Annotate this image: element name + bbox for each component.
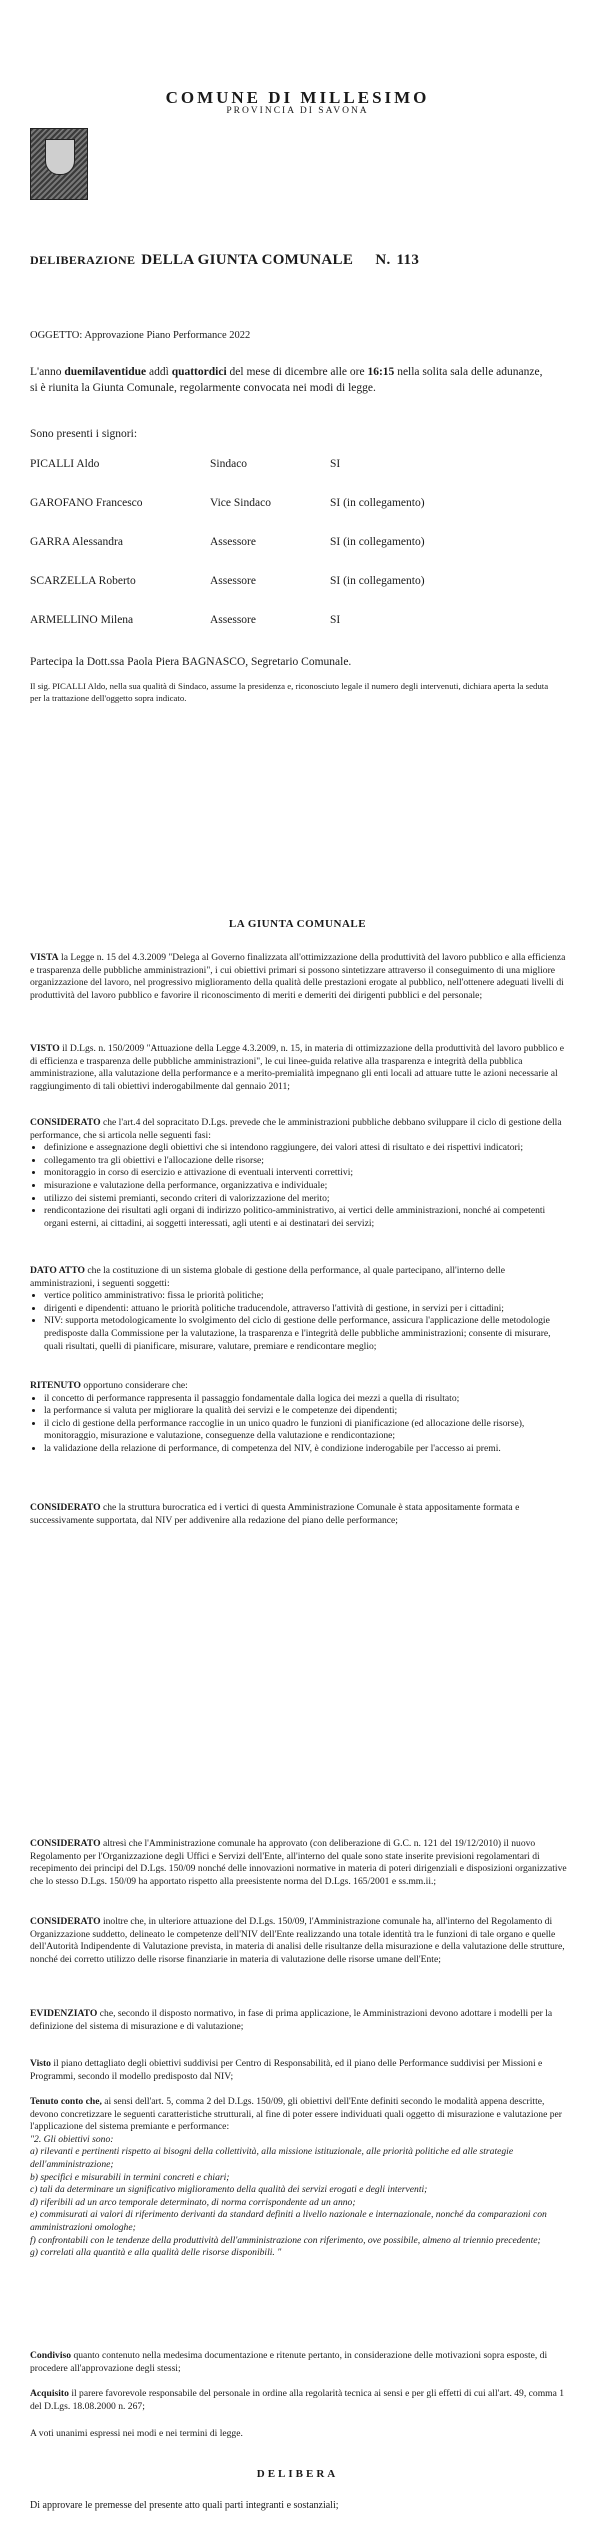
deliberazione-heading: [30, 252, 425, 269]
evidenziato-paragraph: EVIDENZIATO che, secondo il disposto normativo, in fase di prima applicazione, le Amministrazioni devono adottare i modelli per la definizione del sistema di misurazione e di valutazione;: [30, 2008, 553, 2032]
table-row: GARRA Alessandra Assessore SI (in collegamento): [30, 536, 425, 548]
list-item: • misurazione e valutazione della performance, organizzativa e individuale;: [44, 1180, 568, 1193]
dato-atto-paragraph: DATO ATTO che la costituzione di un sistema globale di gestione della performance, al quale partecipano, all'interno delle amministrazioni, i seguenti soggetti: • vertice politico amministrativo: fissa le priorità politiche; • dirigenti e dipendenti: attuano le priorità politiche traducendole, attraverso l'attività di gestione, in servizi per i cittadini; • NIV: supporta metodologicamente lo svolgimento del ciclo di gestione delle performance, assicura l'applicazione delle metodologie predisposte dalla Commissione per la valutazione, la trasparenza e l'integrità delle pubbliche amministrazioni; consente di misurare, quali risultati, quelli di pianificare, misurare, valutare, premiare e rendicontare meglio;: [30, 1265, 568, 1353]
comune-title: COMUNE DI MILLESIMO: [165, 88, 430, 107]
list-item: • la validazione della relazione di performance, di competenza del NIV, è condizione inderogabile per l'accesso ai premi.: [44, 1443, 568, 1456]
vista-paragraph: VISTA la Legge n. 15 del 4.3.2009 "Delega al Governo finalizzata all'ottimizzazione della produttività del lavoro pubblico e alla efficienza e trasparenza delle pubbliche amministrazioni", i cui obiettivi primari si possono sintetizzare attraverso il conseguimento di una migliore organizzazione del lavoro, nel progressivo miglioramento della qualità delle prestazioni erogate al pubblico, nell'ottenere adeguati livelli di produttività del lavoro pubblico e favorire il riconoscimento di meriti e demeriti dei dirigenti pubblici e del personale;: [30, 952, 566, 1001]
list-item: • monitoraggio in corso di esercizio e attivazione di eventuali interventi correttivi;: [44, 1167, 568, 1180]
members-table: [30, 458, 550, 653]
considerato-inoltre-paragraph: CONSIDERATO inoltre che, in ulteriore attuazione del D.Lgs. 150/09, l'Amministrazione comunale ha, all'interno del Regolamento di Organizzazione suddetto, delineato le competenze dell'NIV dell'Ente realizzando una totale identità tra le funzioni di tale organo e quelle dell'Autorità Indipendente di Valutazione prevista, in materia di analisi delle risultanze della misurazione e della valutazione delle strutture, nonché dei corretto utilizzo delle risorse finanziarie in materia di valutazione delle risorse umane dell'Ente;: [30, 1916, 565, 1965]
voti-line: A voti unanimi espressi nei modi e nei termini di legge.: [30, 2428, 243, 2439]
quote-item: g) correlati alla quantità e alla qualità delle risorse disponibili. ": [30, 2247, 282, 2259]
approvare-line: Di approvare le premesse del presente atto quali parti integranti e sostanziali;: [30, 2500, 339, 2511]
presenti-label: Sono presenti i signori:: [30, 428, 138, 440]
delibera-heading: DELIBERA: [256, 2468, 339, 2480]
delib-number-label: N.: [375, 252, 391, 268]
quote-item: e) commisurati ai valori di riferimento derivanti da standard definiti a livello nazionale e internazionale, nonché da comparazioni con amministrazioni omologhe;: [30, 2209, 547, 2233]
table-row: SCARZELLA Roberto Assessore SI (in collegamento): [30, 575, 425, 587]
table-row: GAROFANO Francesco Vice Sindaco SI (in collegamento): [30, 497, 425, 509]
considerato-paragraph: CONSIDERATO che l'art.4 del sopracitato D.Lgs. prevede che le amministrazioni pubbliche debbano sviluppare il ciclo di gestione della performance, che si articola nelle seguenti fasi: • definizione e assegnazione degli obiettivi che si intendono raggiungere, dei valori attesi di risultato e dei rispettivi indicatori; • collegamento tra gli obiettivi e l'allocazione delle risorse; • monitoraggio in corso di esercizio e attivazione di eventuali interventi correttivi; • misurazione e valutazione della performance, organizzativa e individuale; • utilizzo dei sistemi premianti, secondo criteri di valorizzazione del merito; • rendicontazione dei risultati agli organi di indirizzo politico-amministrativo, ai vertici delle amministrazioni, nonché ai competenti organi esterni, ai cittadini, ai soggetti interessati, agli utenti e ai destinatari dei servizi;: [30, 1117, 568, 1230]
considerato-struttura-paragraph: CONSIDERATO che la struttura burocratica ed i vertici di questa Amministrazione Comunale è stata appositamente formata e successivamente supportata, dal NIV per addivenire alla redazione del piano delle performance;: [30, 1502, 520, 1526]
tenuto-conto-paragraph: Tenuto conto che, ai sensi dell'art. 5, comma 2 del D.Lgs. 150/09, gli obiettivi dell'Ente definiti secondo le modalità appena descritte, devono concretizzare le seguenti caratteristiche strutturali, al fine di poter essere individuati quali oggetto di misurazione e valutazione per l'applicazione del sistema premiante e performance: "2. Gli obiettivi sono: a) rilevanti e pertinenti rispetto ai bisogni della collettività, alla missione istituzionale, alle priorità politiche ed alle strategie dell'amministrazione; b) specifici e misurabili in termini concreti e chiari; c) tali da determinare un significativo miglioramento della qualità dei servizi erogati e degli interventi; d) riferibili ad un arco temporale determinato, di norma corrispondente ad un anno; e) commisurati ai valori di riferimento derivanti da standard definiti a livello nazionale e internazionale, nonché da comparazioni con amministrazioni omologhe; f) confrontabili con le tendenze della produttività dell'amministrazione con riferimento, ove possibile, almeno al triennio precedente; g) correlati alla quantità e alla qualità delle risorse disponibili. ": [30, 2096, 568, 2260]
list-item: • il ciclo di gestione della performance raccoglie in un unico quadro le funzioni di pianificazione (ed allocazione delle risorse), monitoraggio, misurazione e valutazione, conseguenze della valutazione e rendicontazione;: [44, 1418, 568, 1443]
visto-paragraph: VISTO il D.Lgs. n. 150/2009 "Attuazione della Legge 4.3.2009, n. 15, in materia di ottimizzazione della produttività del lavoro pubblico e di efficienza e trasparenza delle pubbliche amministrazioni", le cui linee-guida relative alla trasparenza e integrità della pubblica amministrazione, alla valutazione della performance e a merito-premialità impegnano gli enti locali ad attuare tutte le azioni necessarie al raggiungimento di tali obiettivi inderogabilmente dal gennaio 2011;: [30, 1043, 564, 1092]
considerato-altresi-paragraph: CONSIDERATO altresì che l'Amministrazione comunale ha approvato (con deliberazione di G.C. n. 121 del 19/12/2010) il nuovo Regolamento per l'Organizzazione degli Uffici e Servizi dell'Ente, all'interno del quale sono state inserite previsioni regolamentari di recepimento dei principi del D.Lgs. 150/09 nonché delle innovazioni normative in materia di poteri dirigenziali e disposizioni organizzative che lo stesso D.Lgs. 150/09 ha apportato rispetto alla preesistente norma del D.Lgs. 165/2001 e ss.mm.ii.;: [30, 1838, 567, 1887]
list-item: • utilizzo dei sistemi premianti, secondo criteri di valorizzazione del merito;: [44, 1193, 568, 1206]
partecipa-line: Partecipa la Dott.ssa Paola Piera BAGNASCO, Segretario Comunale.: [30, 656, 352, 668]
list-item: • rendicontazione dei risultati agli organi di indirizzo politico-amministrativo, ai vertici delle amministrazioni, nonché ai competenti organi esterni, ai cittadini, ai soggetti interessati, agli utenti e ai destinatari dei servizi;: [44, 1205, 568, 1230]
delib-label-1: DELIBERAZIONE: [30, 253, 136, 267]
list-item: • il concetto di performance rappresenta il passaggio fondamentale dalla logica dei mezzi a quella di risultato;: [44, 1393, 568, 1406]
oggetto-line: OGGETTO: Approvazione Piano Performance 2022: [30, 330, 251, 341]
list-item: • definizione e assegnazione degli obiettivi che si intendono raggiungere, dei valori attesi di risultato e dei rispettivi indicatori;: [44, 1142, 568, 1155]
coat-of-arms-icon: [30, 128, 88, 200]
visto-piano-paragraph: Visto il piano dettagliato degli obiettivi suddivisi per Centro di Responsabilità, ed il piano delle Performance suddivisi per Missioni e Programmi, secondo il modello predisposto dal NIV;: [30, 2058, 543, 2082]
presidenza-note: Il sig. PICALLI Aldo, nella sua qualità di Sindaco, assume la presidenza e, riconosciuto legale il numero degli intervenuti, dichiara aperta la seduta per la trattazione dell'oggetto sopra indicato.: [30, 681, 549, 703]
giunta-heading: LA GIUNTA COMUNALE: [228, 918, 367, 930]
list-item: • la performance si valuta per migliorare la qualità dei servizi e le competenze dei dipendenti;: [44, 1405, 568, 1418]
table-row: ARMELLINO Milena Assessore SI: [30, 614, 341, 626]
acquisito-paragraph: Acquisito il parere favorevole responsabile del personale in ordine alla regolarità tecnica ai sensi e per gli effetti di cui all'art. 49, comma 1 del D.Lgs. 18.08.2000 n. 267;: [30, 2388, 565, 2412]
list-item: • NIV: supporta metodologicamente lo svolgimento del ciclo di gestione delle performance, assicura l'applicazione delle metodologie predisposte dalla Commissione per la valutazione, la trasparenza e l'integrità delle pubbliche amministrazioni; consente di misurare, quali risultati, quelli di pianificare, misurare, valutare, premiare e rendicontare meglio;: [44, 1315, 568, 1353]
list-item: • collegamento tra gli obiettivi e l'allocazione delle risorse;: [44, 1155, 568, 1168]
quote-item: f) confrontabili con le tendenze della produttività dell'amministrazione con riferimento, ove possibile, almeno al triennio precedente;: [30, 2234, 541, 2246]
list-item: • dirigenti e dipendenti: attuano le priorità politiche traducendole, attraverso l'attività di gestione, in servizi per i cittadini;: [44, 1303, 568, 1316]
quote-item: b) specifici e misurabili in termini concreti e chiari;: [30, 2171, 230, 2183]
table-row: PICALLI Aldo Sindaco SI: [30, 458, 341, 470]
provincia-subtitle: PROVINCIA DI SAVONA: [226, 106, 369, 116]
condiviso-paragraph: Condiviso quanto contenuto nella medesima documentazione e ritenute pertanto, in considerazione delle motivazioni sopra esposte, di procedere all'approvazione degli stessi;: [30, 2350, 548, 2374]
list-item: • vertice politico amministrativo: fissa le priorità politiche;: [44, 1290, 568, 1303]
quote-head: "2. Gli obiettivi sono:: [30, 2133, 114, 2145]
delib-number: 113: [396, 252, 420, 268]
ritenuto-paragraph: RITENUTO opportuno considerare che: • il concetto di performance rappresenta il passaggio fondamentale dalla logica dei mezzi a quella di risultato; • la performance si valuta per migliorare la qualità dei servizi e le competenze dei dipendenti; • il ciclo di gestione della performance raccoglie in un unico quadro le funzioni di pianificazione (ed allocazione delle risorse), monitoraggio, misurazione e valutazione, conseguenze della valutazione e rendicontazione; • la validazione della relazione di performance, di competenza del NIV, è condizione inderogabile per l'accesso ai premi.: [30, 1380, 568, 1456]
intro-paragraph: L'anno duemilaventidue addì quattordici del mese di dicembre alle ore 16:15 nella solita sala delle adunanze, si è riunita la Giunta Comunale, regolarmente convocata nei modi di legge.: [30, 366, 543, 394]
quote-item: c) tali da determinare un significativo miglioramento della qualità dei servizi erogati e degli interventi;: [30, 2184, 428, 2196]
quote-item: d) riferibili ad un arco temporale determinato, di norma corrispondente ad un anno;: [30, 2196, 356, 2208]
delib-label-2: DELLA GIUNTA COMUNALE: [141, 252, 354, 268]
quote-item: a) rilevanti e pertinenti rispetto ai bisogni della collettività, alla missione istituzionale, alle priorità politiche ed alle strategie dell'amministrazione;: [30, 2146, 514, 2170]
